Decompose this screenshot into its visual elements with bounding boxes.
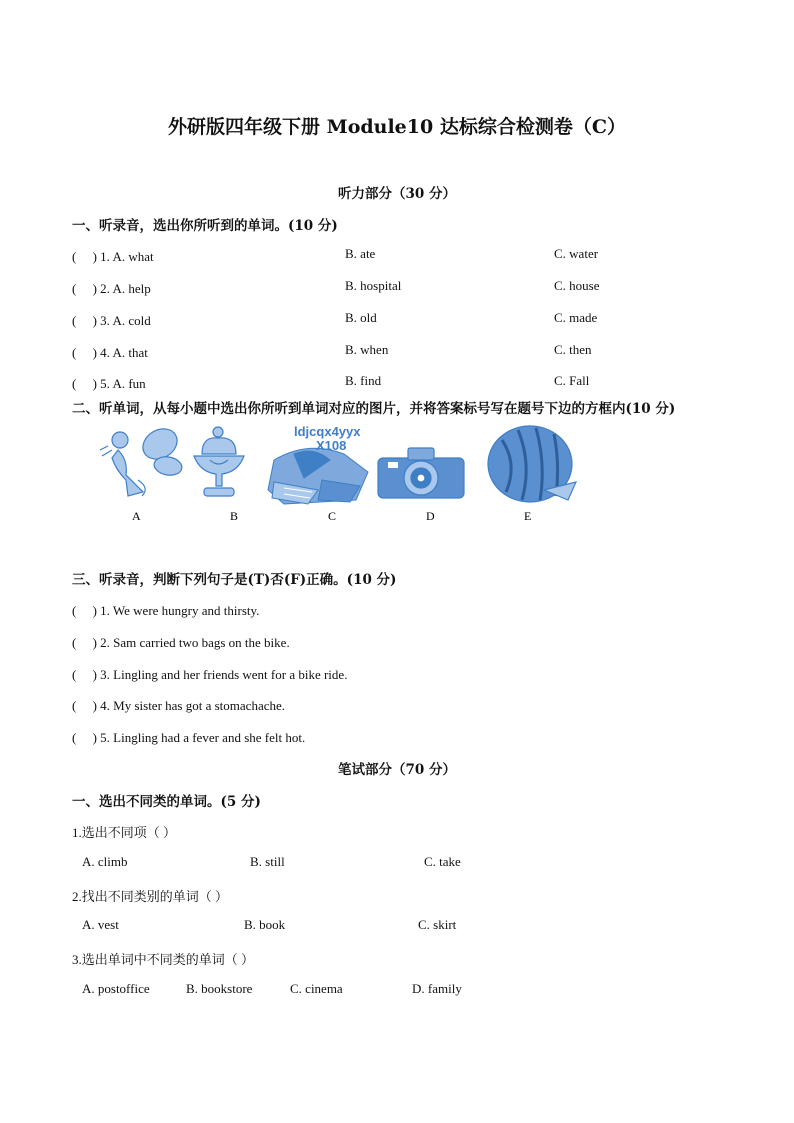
listening-part2-heading: 二、听单词，从每小题中选出你所听到单词对应的图片，并将答案标号写在题号下边的方框内(10 分) <box>72 401 676 417</box>
choice-2-option-a: A. vest <box>82 917 119 932</box>
question-2-option-c: C. house <box>554 278 600 293</box>
watermark-line2: X108 <box>316 438 347 453</box>
picture-label-e: E <box>524 509 532 520</box>
question-3-option-a: ( ) 3. A. cold <box>72 313 151 328</box>
choice-1-option-b: B. still <box>250 854 285 869</box>
question-3-option-b: B. old <box>345 310 377 325</box>
writing-part1-heading: 一、选出不同类的单词。(5 分) <box>72 794 261 810</box>
judge-item-3: ( ) 3. Lingling and her friends went for a bike ride. <box>72 667 348 682</box>
question-4-option-b: B. when <box>345 342 389 357</box>
choice-question-3: 3.选出单词中不同类的单词（ ） <box>72 952 255 967</box>
picture-label-a: A <box>132 509 141 520</box>
question-1-option-b: B. ate <box>345 246 376 261</box>
fairy-icon <box>100 423 183 496</box>
choice-question-2: 2.找出不同类别的单词（ ） <box>72 889 229 904</box>
question-4-option-a: ( ) 4. A. that <box>72 345 148 360</box>
question-5-option-a: ( ) 5. A. fun <box>72 376 146 391</box>
question-3-option-c: C. made <box>554 310 598 325</box>
camera-icon <box>378 448 464 498</box>
listening-section-header: 听力部分（30 分） <box>338 186 456 202</box>
picture-label-b: B <box>230 509 239 520</box>
judge-item-1: ( ) 1. We were hungry and thirsty. <box>72 603 260 618</box>
listening-part1-heading: 一、听录音，选出你所听到的单词。(10 分) <box>72 218 338 234</box>
picture-label-d: D <box>426 509 435 520</box>
question-2-option-a: ( ) 2. A. help <box>72 281 151 296</box>
choice-3-option-a: A. postoffice <box>82 981 150 996</box>
question-5-option-b: B. find <box>345 373 382 388</box>
choice-1-option-a: A. climb <box>82 854 128 869</box>
judge-item-2: ( ) 2. Sam carried two bags on the bike. <box>72 635 290 650</box>
choice-3-option-d: D. family <box>412 981 462 996</box>
choice-2-option-b: B. book <box>244 917 286 932</box>
judge-item-5: ( ) 5. Lingling had a fever and she felt hot. <box>72 730 306 745</box>
question-2-option-b: B. hospital <box>345 278 402 293</box>
picture-label-c: C <box>328 509 337 520</box>
listening-part3-heading: 三、听录音，判断下列句子是(T)否(F)正确。(10 分) <box>72 572 397 588</box>
judge-item-4: ( ) 4. My sister has got a stomachache. <box>72 698 286 713</box>
choice-2-option-c: C. skirt <box>418 917 457 932</box>
page-title: 外研版四年级下册 Module10 达标综合检测卷（C） <box>168 116 626 138</box>
ice-cream-icon <box>194 427 244 496</box>
question-5-option-c: C. Fall <box>554 373 590 388</box>
writing-section-header: 笔试部分（70 分） <box>338 762 456 778</box>
watermelon-icon <box>488 426 576 502</box>
choice-3-option-b: B. bookstore <box>186 981 253 996</box>
choice-question-1: 1.选出不同项（ ） <box>72 825 177 840</box>
picture-strip <box>98 420 578 520</box>
question-1-option-c: C. water <box>554 246 599 261</box>
question-4-option-c: C. then <box>554 342 592 357</box>
choice-1-option-c: C. take <box>424 854 461 869</box>
choice-3-option-c: C. cinema <box>290 981 343 996</box>
watermark-line1: ldjcqx4yyx <box>294 424 361 439</box>
question-1-option-a: ( ) 1. A. what <box>72 249 154 264</box>
